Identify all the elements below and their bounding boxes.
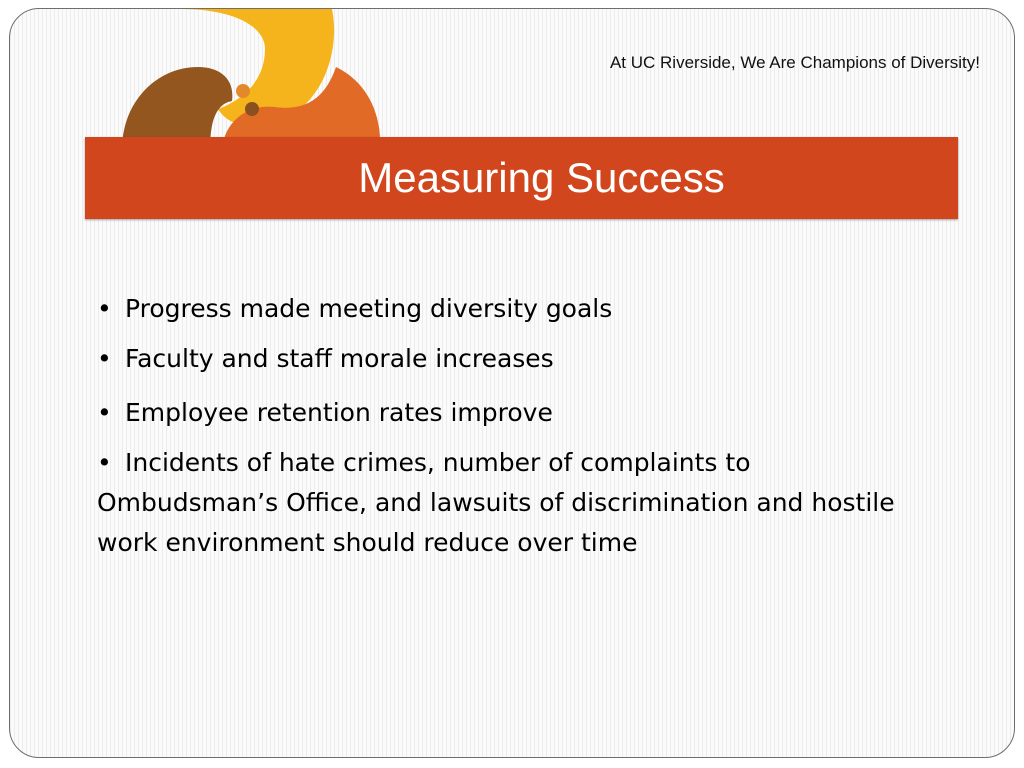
bullet-icon: • [97,448,112,477]
list-item [97,443,937,563]
bullet-icon: • [97,344,112,373]
bullet-text: Progress made meeting diversity goals [125,294,613,323]
slide-tagline: At UC Riverside, We Are Champions of Diversity! [609,53,980,72]
list-item [97,339,554,379]
bullet-text: Employee retention rates improve [125,398,553,427]
slide-frame [9,8,1015,758]
title-banner [85,137,958,219]
bullet-icon: • [97,398,112,427]
bullet-icon: • [97,294,112,323]
list-item [97,289,612,329]
list-item [97,393,553,433]
slide-title: Measuring Success [358,154,725,201]
bullet-text: Faculty and staff morale increases [125,344,554,373]
bullet-text: Incidents of hate crimes, number of complaints to Ombudsman’s Office, and lawsuits of discrimination and hostile work environment should reduce over time [97,448,895,557]
